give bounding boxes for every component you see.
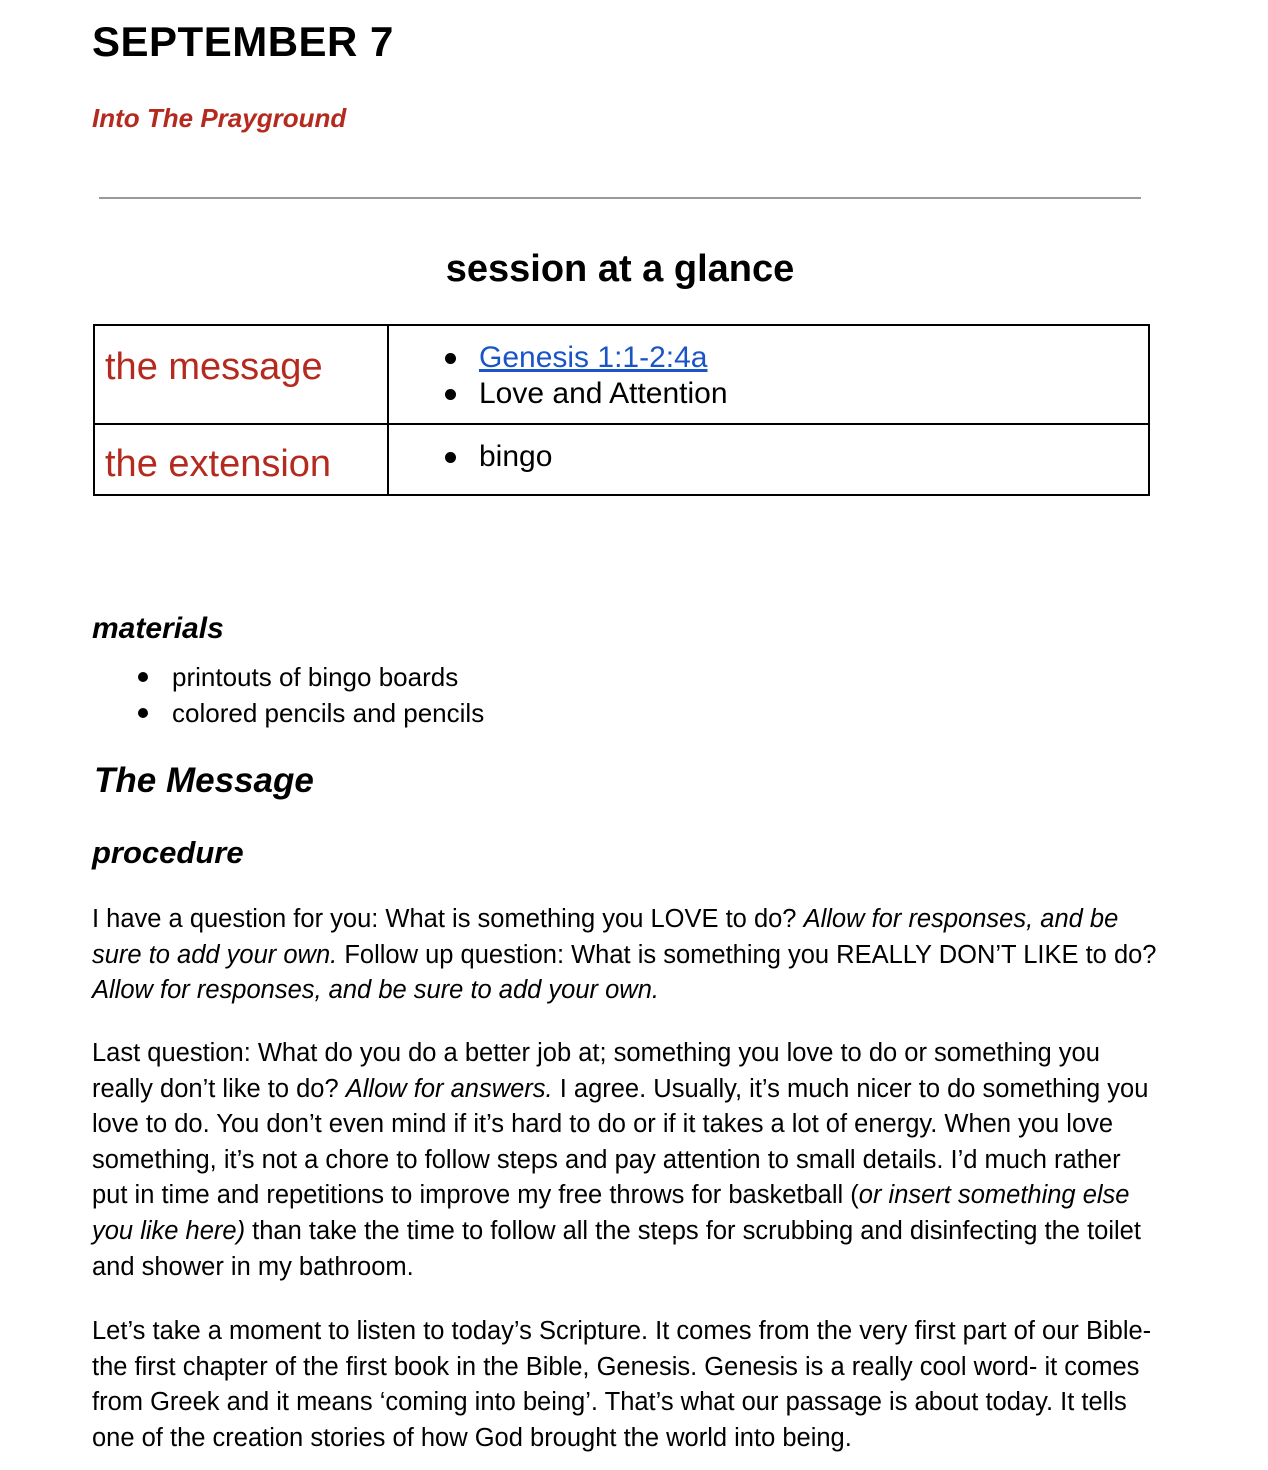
document-subtitle: Into The Prayground — [92, 103, 347, 133]
list-item — [479, 340, 1148, 376]
glance-heading: session at a glance — [445, 248, 795, 290]
extension-items-list — [389, 425, 1148, 475]
paragraph-instruction: or insert something else you like here) — [92, 1181, 1130, 1245]
table-cell-label — [94, 424, 388, 495]
session-glance-table — [93, 324, 1150, 496]
table-cell-items — [388, 325, 1149, 424]
paragraph: Let’s take a moment to listen to today’s Scripture. It comes from the very first part of our Bible- the first chapter of the first book in the Bible, Genesis. Genesis is a really cool word- it comes from Greek and it means ‘coming into being’. That’s what our passage is about today. It tells one of the creation stories of how God brought the world into being. — [92, 1317, 1152, 1452]
paragraph-text: I have a question for you: What is something you LOVE to do? — [92, 905, 804, 933]
paragraph-text: I agree. Usually, it’s much nicer to do something you love to do. You don’t even mind if it’s hard to do or if it takes a lot of energy. When you love something, it’s not a chore to follow steps and pay attention to small details. I’d much rather put in time and repetitions to improve my free throws for basketball ( — [92, 1074, 1149, 1210]
paragraph-instruction: Allow for responses, and be sure to add your own. — [92, 905, 1119, 969]
list-item: bingo — [479, 439, 1148, 475]
paragraph-text: Last question: What do you do a better job at; something you love to do or something you really don’t like to do? — [92, 1039, 1100, 1103]
paragraph-instruction: Allow for answers. — [345, 1074, 553, 1103]
row-label-extension: the extension — [105, 443, 332, 485]
paragraph-instruction: Allow for responses, and be sure to add your own. — [92, 976, 659, 1005]
row-label-message: the message — [105, 346, 323, 388]
list-item: printouts of bingo boards — [172, 659, 484, 695]
table-row — [94, 325, 1149, 424]
table-row — [94, 424, 1149, 495]
table-cell-label — [94, 325, 388, 424]
paragraph-text: than take the time to follow all the steps for scrubbing and disinfecting the toilet and shower in my bathroom. — [92, 1216, 1141, 1281]
materials-heading: materials — [92, 612, 224, 645]
paragraph — [92, 1036, 1157, 1285]
section-heading-message: The Message — [94, 761, 314, 800]
materials-list — [172, 659, 484, 731]
horizontal-divider — [99, 197, 1141, 199]
procedure-heading: procedure — [92, 835, 244, 870]
paragraph-text: Follow up question: What is something you REALLY DON’T LIKE to do? — [337, 940, 1157, 969]
list-item: colored pencils and pencils — [172, 695, 484, 731]
page-title: SEPTEMBER 7 — [92, 18, 394, 65]
table-cell-items — [388, 424, 1149, 495]
scripture-link[interactable]: Genesis 1:1-2:4a — [479, 341, 708, 374]
paragraph — [92, 902, 1157, 1009]
message-items-list — [389, 326, 1148, 412]
list-item: Love and Attention — [479, 376, 1148, 412]
